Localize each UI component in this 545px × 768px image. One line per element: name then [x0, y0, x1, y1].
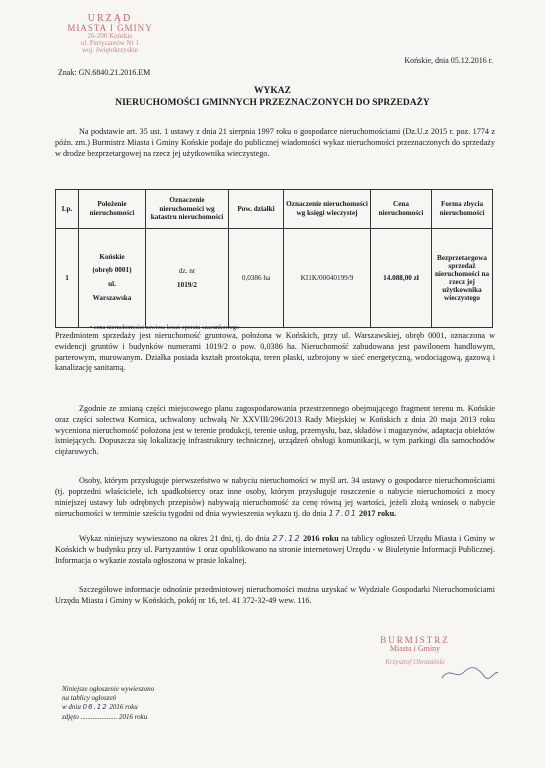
area-cell: 0,0386 ha [229, 229, 284, 328]
footer-text: w dniu [62, 703, 83, 712]
price-cell: 14.088,00 zł [371, 229, 432, 328]
sale-form-cell: Bezprzetargowa sprzedaż nieruchomości na rzecz jej użytkownika wieczystego [432, 229, 493, 328]
paragraph-text: roku. [375, 509, 397, 519]
paragraph-text: na tablicy ogłoszeń Urzędu Miasta i Gminy w Końskich w budynku przy ul. Partyzantów 1 oraz opublikowano na stronie internetowej Urzędu - w Biuletynie Informacji Publicznej. Informacja o wykazie została ogłoszona w prasie lokalnej. [55, 534, 495, 565]
column-header: Forma zbycia nieruchomości [432, 190, 493, 229]
footer-line [62, 703, 154, 712]
stamp-line: URZĄD [87, 13, 133, 24]
location-cell [79, 229, 146, 328]
land-register-cell: KI1K/00040199/9 [284, 229, 371, 328]
office-stamp [50, 14, 170, 54]
posting-paragraph [55, 533, 495, 566]
posting-footer [62, 685, 154, 722]
location-line: (obręb 0001) [92, 266, 132, 275]
footer-line: Niniejsze ogłoszenie wywieszono [62, 685, 155, 693]
title-line: NIERUCHOMOŚCI GMINNYCH PRZEZNACZONYCH DO SPRZEDAŻY [115, 97, 430, 108]
cadastre-line: 1019/2 [177, 281, 197, 289]
table-header-row [56, 190, 493, 229]
zoning-paragraph: Zgodnie ze zmianą części miejscowego planu zagospodarowania przestrzennego obejmującego fragment terenu m. Końskie oraz części sołectwa Kornica, uchwalony uchwałą Nr XXVIII/296/2013 Rady Miejskiej w Końskich z dnia 20 maja 2013 roku wyceniona nieruchomość położona jest w terenie produkcji, terenie usług, przemysłu, baz, składów i magazynów, adaptacja obiektów istniejących. Dopuszcza się lokalizację infrastruktury technicznej, urządzeń obsługi komunikacji, w tym parkingi dla samochodów ciężarowych. [55, 404, 495, 457]
footnote-text: cena nieruchomości zawiera koszt operatu szacunkowego [93, 324, 240, 331]
stamp-line: Krzysztof Obratański [385, 658, 445, 666]
document-reference: Znak: GN.6840.21.2016.EM [58, 68, 151, 77]
stamp-line: BURMISTRZ [380, 635, 450, 645]
column-header: Położenie nieruchomości [79, 190, 146, 229]
stamp-line: Miasta i Gminy [389, 644, 441, 653]
location-line: Warszawska [92, 293, 132, 302]
cadastre-line: dz. nr [178, 267, 196, 275]
document-date: Końskie, dnia 05.12.2016 r. [404, 56, 493, 65]
location-line: Końskie [99, 252, 125, 261]
handwritten-date: 17.01 [328, 508, 357, 519]
handwritten-date: 27.12 [272, 533, 301, 543]
paragraph-text: Wykaz niniejszy wywieszono na okres 21 dni, tj. do dnia [79, 534, 273, 543]
footer-text: 2016 roku [107, 703, 138, 712]
stamp-line: MIASTA I GMINY [67, 23, 153, 33]
footer-line: na tablicy ogłoszeń [62, 694, 117, 703]
stamp-line: woj. świętokrzyskie [82, 46, 138, 54]
column-header: Lp. [56, 190, 79, 229]
year-text: 2016 roku [300, 534, 339, 543]
priority-paragraph [55, 476, 495, 520]
cadastre-cell [146, 229, 229, 328]
handwritten-date: 06.12 [82, 703, 108, 712]
document-title [0, 86, 545, 110]
title-line: WYKAZ [254, 86, 291, 96]
footer-line: zdjęto ..................... 2016 roku [62, 712, 148, 721]
table-footnote: • cena nieruchomości zawiera koszt operatu szacunkowego [90, 324, 240, 331]
location-line: ul. [108, 280, 116, 288]
contact-paragraph: Szczegółowe informacje odnośnie przedmiotowej nieruchomości można uzyskać w Wydziale Gospodarki Nieruchomościami Urzędu Miasta i Gminy w Końskich, pokój nr 16, tel. 41 372-32-49 wew. 116. [55, 585, 495, 605]
year-text: 2017 [356, 509, 376, 519]
column-header: Cena nieruchomości [371, 190, 432, 229]
stamp-line: 26-200 Końskie [87, 32, 133, 40]
mayor-stamp [340, 636, 490, 666]
paragraph-text: Osoby, którym przysługuje pierwszeństwo w nabyciu nieruchomości w myśl art. 34 ustawy o gospodarce nieruchomościami (tj. poprzedni właściciele, ich spadkobiercy oraz inne osoby, którym przysługuje roszczenie o nabycie nieruchomości z mocy niniejszej ustawy lub odrębnych przepisów) nabywają nieruchomość za cenę równą jej wartości, jeżeli złożą wniosek o nabycie nieruchomości w terminie sześciu tygodni od dnia wywieszenia wykazu tj. do dnia [55, 476, 495, 519]
intro-paragraph: Na podstawie art. 35 ust. 1 ustawy z dnia 21 sierpnia 1997 roku o gospodarce nieruchomościami (Dz.U.z 2015 r. poz. 1774 z późn. zm.) Burmistrz Miasta i Gminy Końskie podaje do publicznej wiadomości wykaz nieruchomości przeznaczonych do sprzedaży w drodze bezprzetargowej na rzecz jej użytkownika wieczystego. [55, 127, 495, 158]
table-row [56, 229, 493, 328]
stamp-line: ul. Partyzantów Nr 1 [80, 39, 140, 47]
column-header: Pow. działki [229, 190, 284, 229]
property-table [55, 189, 493, 328]
description-paragraph: Przedmiotem sprzedaży jest nieruchomość gruntowa, położona w Końskich, przy ul. Warszawskiej, obręb 0001, oznaczona w ewidencji gruntów i budynków numerami 1019/2 o pow. 0,0386 ha. Nieruchomość zabudowana jest pawilonem handlowym, parterowym, murowanym. Działka posiada kształt prostokąta, teren płaski, uzbrojony w sieć energetyczną, wodociągową, gazową i kanalizację sanitarną. [55, 331, 495, 373]
signature-scribble [440, 664, 500, 682]
column-header: Oznaczenie nieruchomości wg księgi wieczystej [284, 190, 371, 229]
row-number: 1 [56, 229, 79, 328]
column-header: Oznaczenie nieruchomości wg katastru nieruchomości [146, 190, 229, 229]
